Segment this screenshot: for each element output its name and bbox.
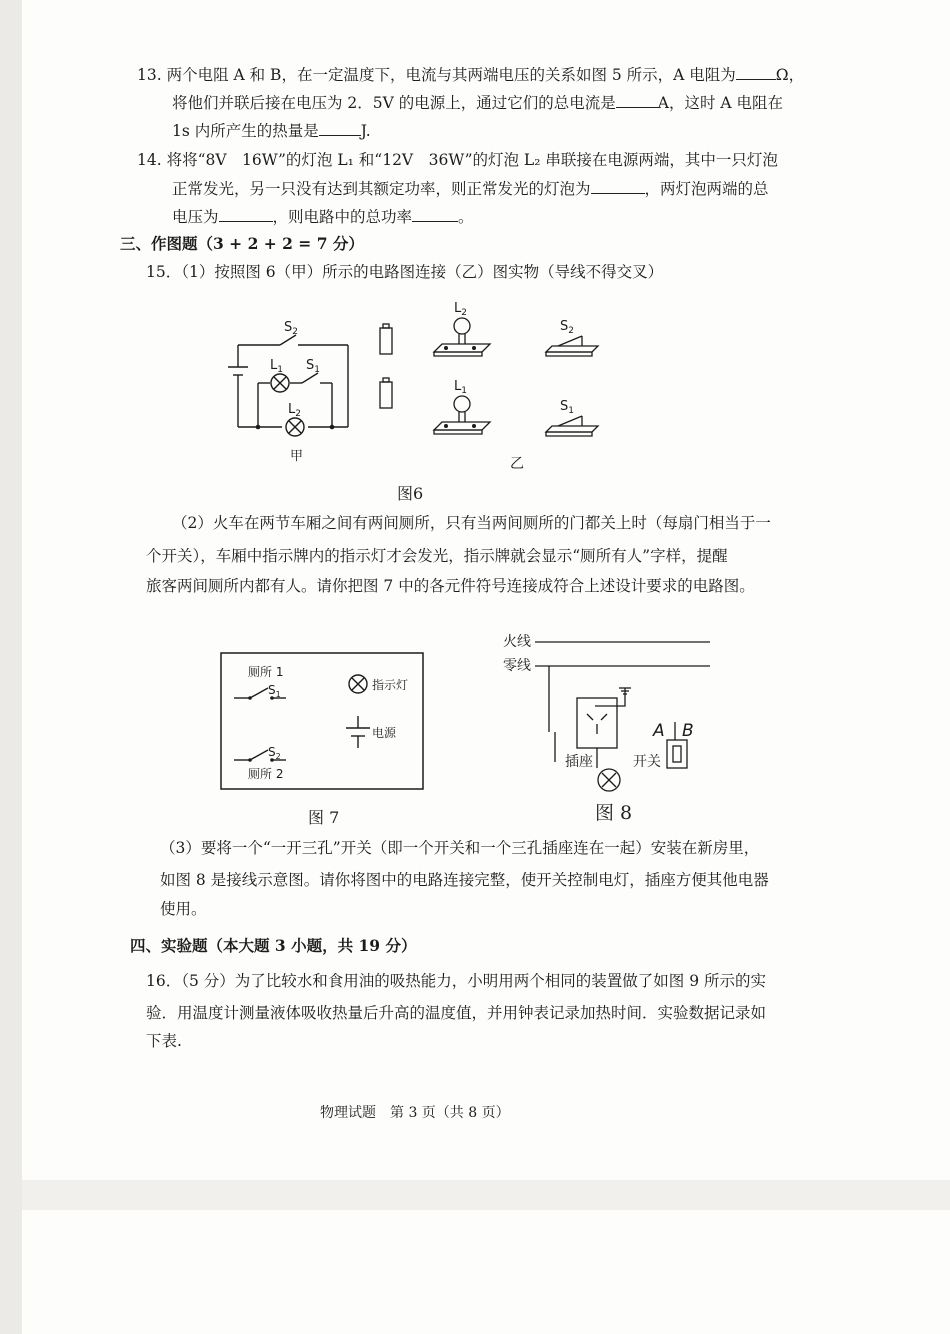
fig7-caption: 图 7 [308, 808, 340, 827]
switch-s2-icon [546, 346, 598, 352]
fig6-s1-label: $S_1$ [306, 358, 320, 375]
fig6-l1-label: $L_1$ [270, 358, 283, 375]
fig6-jia-circuit [220, 305, 370, 465]
fig6-jia-label: 甲 [290, 449, 304, 464]
q13-line3: 1s 内所产生的热量是 J. [172, 122, 371, 140]
section4-title: 四、实验题（本大题 3 小题，共 19 分） [130, 936, 417, 955]
fig8-live-label: 火线 [503, 634, 531, 650]
fig7-diagram [220, 652, 425, 792]
battery-icon [380, 382, 392, 408]
fig7-indicator-label: 指示灯 [372, 678, 409, 692]
q15-part1: 15．（1）按照图 6（甲）所示的电路图连接（乙）图实物（导线不得交叉） [146, 263, 664, 281]
page-footer: 物理试题 第 3 页（共 8 页） [320, 1105, 510, 1121]
q15-part2-line3: 旅客两间厕所内都有人。请你把图 7 中的各元件符号连接成符合上述设计要求的电路图。 [146, 577, 755, 595]
fig7-toilet2-label: 厕所 2 [248, 767, 284, 781]
q14-line2: 正常发光，另一只没有达到其额定功率，则正常发光的灯泡为 ，两灯泡两端的总 [172, 180, 769, 198]
q15-part3-line3: 使用。 [160, 900, 207, 918]
section3-title: 三、作图题（3 + 2 + 2 = 7 分） [120, 234, 364, 253]
q16-line3: 下表. [146, 1032, 182, 1050]
fig6-yi-s2-label: $S_2$ [560, 319, 574, 336]
fig6-yi-label: 乙 [510, 456, 524, 472]
fig7-power-label: 电源 [372, 726, 397, 740]
fig6-l2-label: $L_2$ [288, 402, 301, 419]
q14-line3: 电压为 ，则电路中的总功率 。 [172, 208, 474, 226]
q15-part3-line1: （3）要将一个“一开三孔”开关（即一个开关和一个三孔插座连在一起）安装在新房里， [160, 839, 760, 857]
q15-part2-line2: 个开关），车厢中指示牌内的指示灯才会发光，指示牌就会显示“厕所有人”字样，提醒 [146, 547, 728, 565]
fig8-a-label: A [653, 721, 665, 741]
battery-icon [380, 328, 392, 354]
q15-part2-line1: （2）火车在两节车厢之间有两间厕所，只有当两间厕所的门都关上时（每扇门相当于一 [172, 514, 771, 532]
fig6-caption: 图6 [397, 484, 424, 503]
fig8-b-label: B [682, 721, 694, 741]
q13-line2: 将他们并联后接在电压为 2．5V 的电源上，通过它们的总电流是 A，这时 A 电阻在 [172, 94, 784, 112]
q16-line1: 16．（5 分）为了比较水和食用油的吸热能力，小明用两个相同的装置做了如图 9 所示的实 [146, 972, 766, 990]
bulb-l2-base-icon [434, 344, 490, 352]
fig8-neutral-label: 零线 [503, 658, 531, 674]
q13-line1: 13. 两个电阻 A 和 B，在一定温度下，电流与其两端电压的关系如图 5 所示，A 电阻为 Ω， [137, 66, 805, 84]
fig8-socket-label: 插座 [565, 754, 593, 770]
q15-part3-line2: 如图 8 是接线示意图。请你将图中的电路连接完整，使开关控制电灯，插座方便其他电器 [160, 871, 769, 889]
switch-icon [667, 740, 687, 768]
fig7-s1-label: $S_1$ [268, 683, 281, 699]
fig6-yi-l2-label: $L_2$ [454, 301, 467, 318]
scan-shadow [22, 1180, 950, 1210]
q14-line1: 14. 将将“8V 16W”的灯泡 L₁ 和“12V 36W”的灯泡 L₂ 串联接在电源两端，其中一只灯泡 [137, 151, 778, 169]
fig8-caption: 图 8 [595, 802, 633, 824]
fig8-switch-label: 开关 [633, 754, 661, 770]
fig6-yi-components [370, 300, 610, 480]
q16-line2: 验．用温度计测量液体吸收热量后升高的温度值，并用钟表记录加热时间．实验数据记录如 [146, 1004, 767, 1022]
switch-s1-icon [546, 426, 598, 432]
fig7-s2-label: $S_2$ [268, 745, 281, 761]
scan-page-edge [0, 0, 22, 1334]
fig8-diagram [495, 622, 720, 822]
bulb-l1-base-icon [434, 422, 490, 430]
fig6-yi-s1-label: $S_1$ [560, 399, 574, 416]
fig6-s2-label: $S_2$ [284, 320, 298, 337]
fig7-toilet1-label: 厕所 1 [248, 665, 284, 679]
fig6-yi-l1-label: $L_1$ [454, 379, 467, 396]
